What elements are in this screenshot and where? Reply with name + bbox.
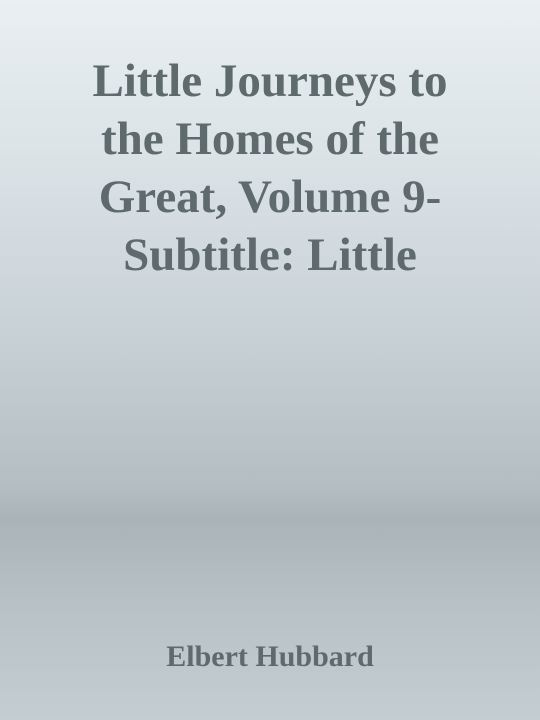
- title-line-3: Great, Volume 9-: [98, 171, 442, 223]
- title-line-1: Little Journeys to: [92, 55, 448, 107]
- book-author: Elbert Hubbard: [166, 640, 374, 673]
- title-line-4: Subtitle: Little: [123, 229, 417, 281]
- title-line-2: the Homes of the: [100, 113, 440, 165]
- book-title: [20, 52, 520, 284]
